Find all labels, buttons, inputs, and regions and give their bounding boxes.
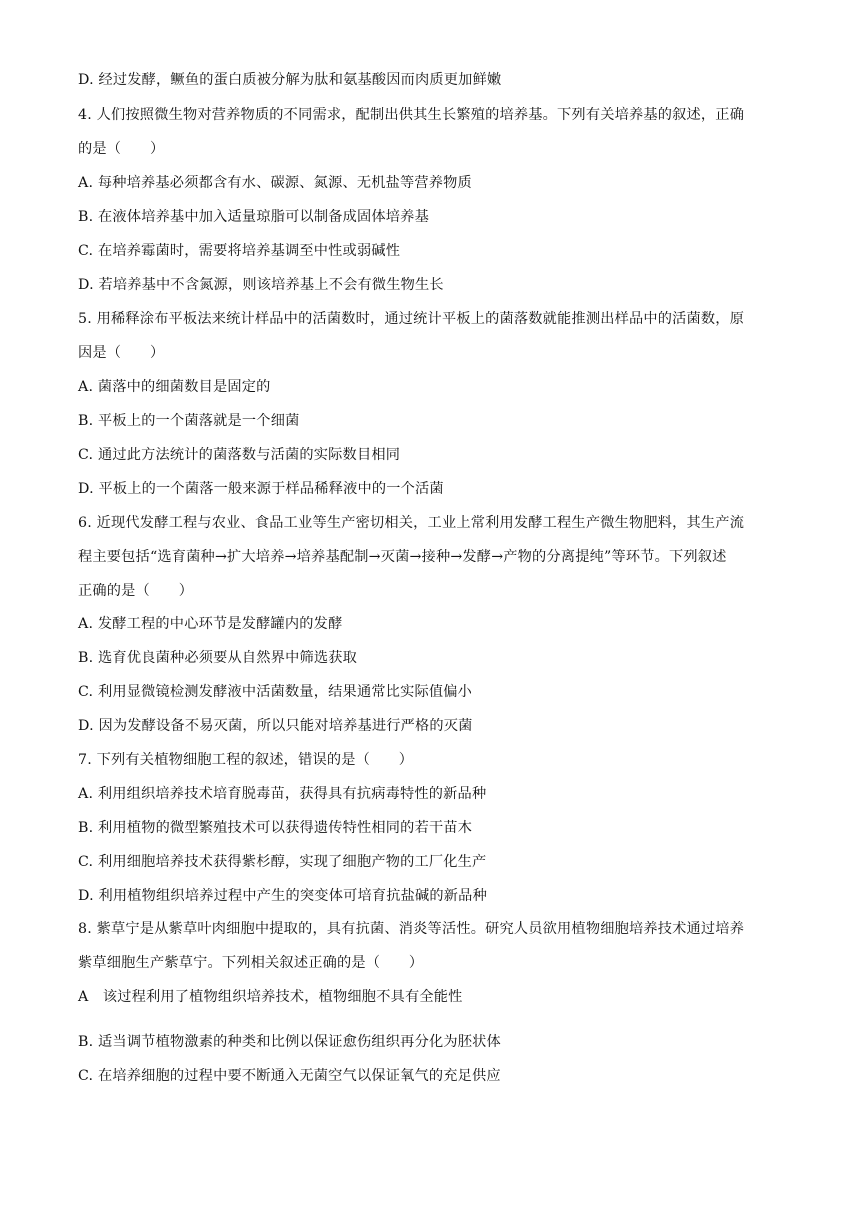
q8-option-b: B. 适当调节植物激素的种类和比例以保证愈伤组织再分化为胚状体 xyxy=(78,1034,501,1050)
q7-stem: 7. 下列有关植物细胞工程的叙述，错误的是（ ） xyxy=(78,752,414,768)
q7-option-c: C. 利用细胞培养技术获得紫杉醇，实现了细胞产物的工厂化生产 xyxy=(78,854,487,870)
q6-stem-line-1: 6. 近现代发酵工程与农业、食品工业等生产密切相关，工业上常利用发酵工程生产微生物肥料，其生产流 xyxy=(78,515,745,531)
q7-option-b: B. 利用植物的微型繁殖技术可以获得遗传特性相同的若干苗木 xyxy=(78,820,473,836)
q5-option-b: B. 平板上的一个菌落就是一个细菌 xyxy=(78,413,300,429)
q8-option-c: C. 在培养细胞的过程中要不断通入无菌空气以保证氧气的充足供应 xyxy=(78,1068,501,1084)
q5-stem-line-1: 5. 用稀释涂布平板法来统计样品中的活菌数时，通过统计平板上的菌落数就能推测出样品中的活菌数，原 xyxy=(78,311,745,327)
q8-option-a: A 该过程利用了植物组织培养技术，植物细胞不具有全能性 xyxy=(78,989,463,1005)
q6-option-b: B. 选育优良菌种必须要从自然界中筛选获取 xyxy=(78,650,358,666)
q8-stem-line-1: 8. 紫草宁是从紫草叶肉细胞中提取的，具有抗菌、消炎等活性。研究人员欲用植物细胞培养技术通过培养 xyxy=(78,921,745,937)
q4-option-c: C. 在培养霉菌时，需要将培养基调至中性或弱碱性 xyxy=(78,243,401,259)
q6-option-a: A. 发酵工程的中心环节是发酵罐内的发酵 xyxy=(78,616,343,632)
q6-stem-line-3: 正确的是（ ） xyxy=(78,583,194,599)
q5-stem-line-2: 因是（ ） xyxy=(78,345,165,361)
q4-option-b: B. 在液体培养基中加入适量琼脂可以制备成固体培养基 xyxy=(78,209,429,225)
q5-option-c: C. 通过此方法统计的菌落数与活菌的实际数目相同 xyxy=(78,447,401,463)
q5-option-a: A. 菌落中的细菌数目是固定的 xyxy=(78,379,271,395)
q6-option-c: C. 利用显微镜检测发酵液中活菌数量，结果通常比实际值偏小 xyxy=(78,684,473,700)
q5-option-d: D. 平板上的一个菌落一般来源于样品稀释液中的一个活菌 xyxy=(78,481,444,497)
q4-stem-line-2: 的是（ ） xyxy=(78,141,165,157)
q4-option-a: A. 每种培养基必须都含有水、碳源、氮源、无机盐等营养物质 xyxy=(78,175,472,191)
q4-option-d: D. 若培养基中不含氮源，则该培养基上不会有微生物生长 xyxy=(78,277,444,293)
q6-option-d: D. 因为发酵设备不易灭菌，所以只能对培养基进行严格的灭菌 xyxy=(78,718,473,734)
q7-option-a: A. 利用组织培养技术培育脱毒苗，获得具有抗病毒特性的新品种 xyxy=(78,786,487,802)
q8-stem-line-2: 紫草细胞生产紫草宁。下列相关叙述正确的是（ ） xyxy=(78,955,424,971)
q3-option-d: D. 经过发酵，鳜鱼的蛋白质被分解为肽和氨基酸因而肉质更加鲜嫩 xyxy=(78,72,502,88)
q4-stem-line-1: 4. 人们按照微生物对营养物质的不同需求，配制出供其生长繁殖的培养基。下列有关培养基的叙述，正确 xyxy=(78,107,745,123)
q7-option-d: D. 利用植物组织培养过程中产生的突变体可培育抗盐碱的新品种 xyxy=(78,888,487,904)
q6-stem-line-2: 程主要包括“选育菌种→扩大培养→培养基配制→灭菌→接种→发酵→产物的分离提纯”等环节。下列叙述 xyxy=(78,549,727,565)
